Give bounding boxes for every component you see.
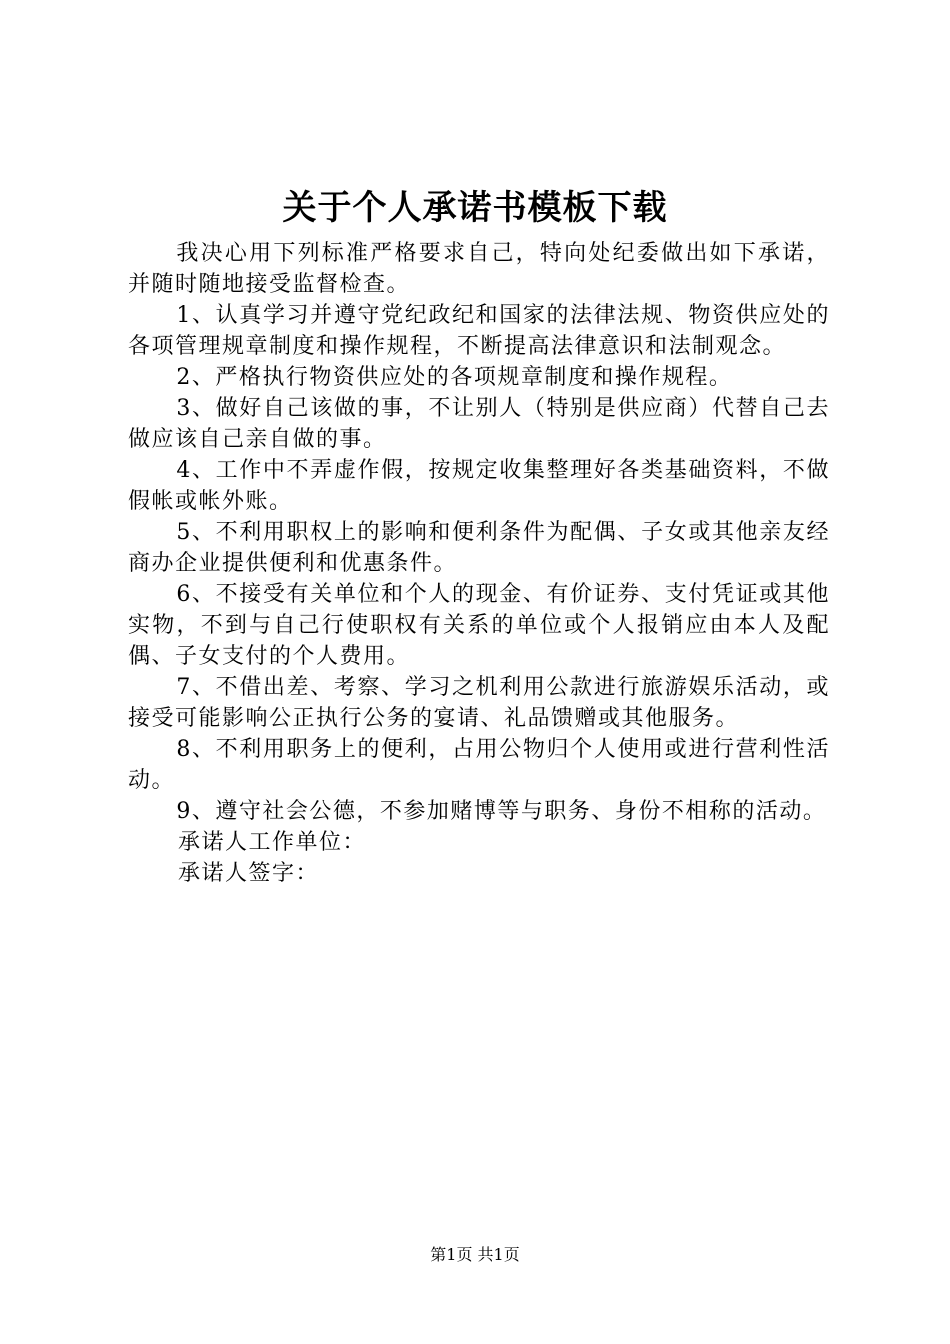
intro-paragraph: 我决心用下列标准严格要求自己，特向处纪委做出如下承诺，并随时随地接受监督检查。 bbox=[128, 241, 830, 297]
commitment-item-4: 4、工作中不弄虚作假，按规定收集整理好各类基础资料，不做假帐或帐外账。 bbox=[128, 458, 830, 514]
signer-signature-field: 承诺人签字： bbox=[178, 861, 320, 886]
commitment-item-2: 2、严格执行物资供应处的各项规章制度和操作规程。 bbox=[176, 365, 733, 390]
signer-unit-field: 承诺人工作单位： bbox=[178, 830, 367, 855]
page-number-footer: 第1页 共1页 bbox=[430, 1245, 520, 1264]
document-body bbox=[128, 238, 830, 889]
commitment-item-3: 3、做好自己该做的事，不让别人（特别是供应商）代替自己去做应该自己亲自做的事。 bbox=[128, 396, 830, 452]
commitment-item-9: 9、遵守社会公德，不参加赌博等与职务、身份不相称的活动。 bbox=[176, 799, 827, 824]
commitment-item-8: 8、不利用职务上的便利，占用公物归个人使用或进行营利性活动。 bbox=[128, 737, 830, 793]
commitment-item-7: 7、不借出差、考察、学习之机利用公款进行旅游娱乐活动，或接受可能影响公正执行公务的宴请、礼品馈赠或其他服务。 bbox=[128, 675, 830, 731]
commitment-item-6: 6、不接受有关单位和个人的现金、有价证券、支付凭证或其他实物，不到与自己行使职权有关系的单位或个人报销应由本人及配偶、子女支付的个人费用。 bbox=[128, 582, 830, 669]
document-title: 关于个人承诺书模板下载 bbox=[282, 188, 668, 228]
commitment-item-1: 1、认真学习并遵守党纪政纪和国家的法律法规、物资供应处的各项管理规章制度和操作规程，不断提高法律意识和法制观念。 bbox=[128, 303, 830, 359]
commitment-item-5: 5、不利用职权上的影响和便利条件为配偶、子女或其他亲友经商办企业提供便利和优惠条件。 bbox=[128, 520, 830, 576]
